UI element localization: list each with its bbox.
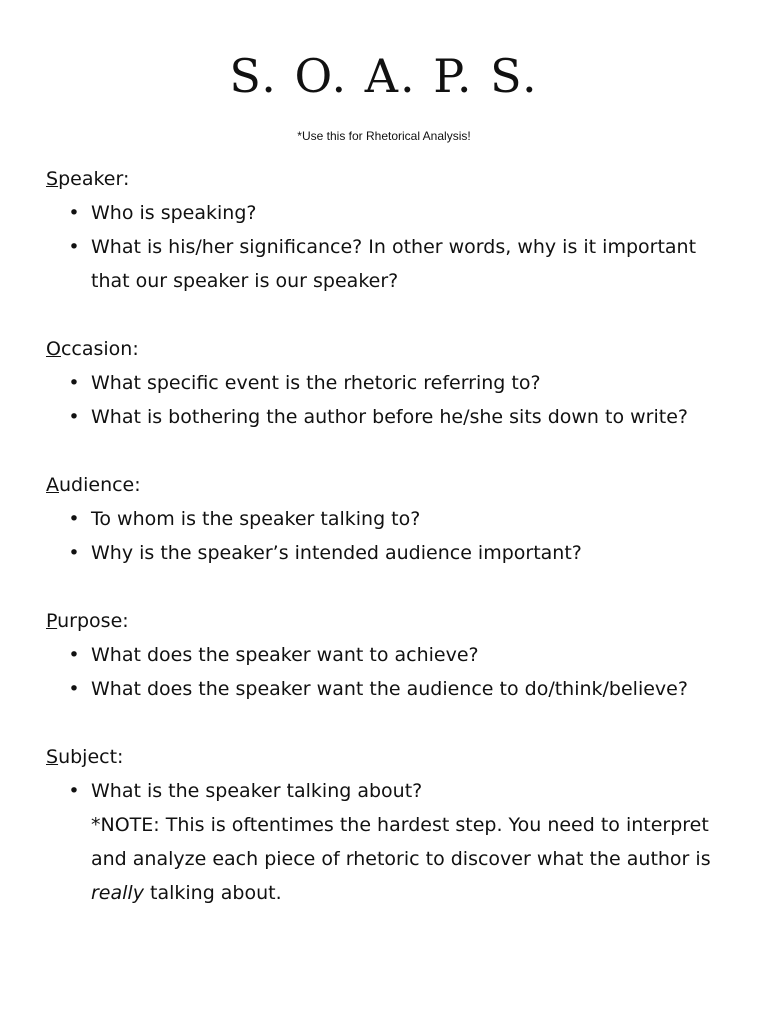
heading-rest: ubject:	[58, 746, 124, 768]
bullet-icon: •	[68, 406, 80, 428]
bullet-icon: •	[68, 644, 80, 666]
list-item	[46, 672, 726, 706]
question-list	[46, 502, 726, 570]
list-item	[46, 536, 726, 570]
question-list	[46, 366, 726, 434]
section-heading	[46, 604, 726, 638]
section-heading	[46, 332, 726, 366]
section-occasion	[46, 332, 726, 434]
bullet-icon: •	[68, 780, 80, 802]
section-heading	[46, 162, 726, 196]
bullet-icon: •	[68, 236, 80, 258]
list-item-text: What specific event is the rhetoric referring to?	[91, 372, 541, 394]
note-text	[91, 808, 726, 910]
list-item-text: Why is the speaker’s intended audience important?	[91, 542, 582, 564]
question-list	[46, 196, 726, 298]
heading-initial: S	[46, 746, 59, 768]
page-title: S. O. A. P. S.	[229, 49, 539, 103]
list-item-text: Who is speaking?	[91, 202, 257, 224]
list-item	[46, 502, 726, 536]
list-item	[46, 774, 726, 910]
heading-rest: peaker:	[58, 168, 130, 190]
list-item	[46, 400, 726, 434]
list-item-text: What does the speaker want to achieve?	[91, 644, 479, 666]
list-item-text: What does the speaker want the audience to do/think/believe?	[91, 678, 688, 700]
heading-initial: S	[46, 168, 59, 190]
section-subject	[46, 740, 726, 910]
heading-initial: A	[46, 474, 59, 496]
section-audience	[46, 468, 726, 570]
bullet-icon: •	[68, 202, 80, 224]
list-item-text: What is his/her significance? In other words, why is it important that our speaker is our speaker?	[91, 236, 697, 292]
bullet-icon: •	[68, 508, 80, 530]
note-after: talking about.	[143, 882, 282, 904]
list-item	[46, 230, 726, 298]
note-emphasis: really	[91, 882, 144, 904]
heading-initial: O	[46, 338, 61, 360]
note-before: *NOTE: This is oftentimes the hardest step. You need to interpret and analyze each piece of rhetoric to discover what the author is	[91, 814, 711, 870]
heading-initial: P	[46, 610, 58, 632]
list-item	[46, 638, 726, 672]
soaps-content	[46, 162, 726, 944]
section-speaker	[46, 162, 726, 298]
list-item-text: What is bothering the author before he/she sits down to write?	[91, 406, 688, 428]
list-item-text: To whom is the speaker talking to?	[91, 508, 421, 530]
heading-rest: ccasion:	[60, 338, 139, 360]
list-item	[46, 366, 726, 400]
heading-rest: udience:	[59, 474, 141, 496]
section-heading	[46, 740, 726, 774]
question-list	[46, 638, 726, 706]
heading-rest: urpose:	[57, 610, 129, 632]
page-subtitle: *Use this for Rhetorical Analysis!	[297, 129, 471, 143]
list-item	[46, 196, 726, 230]
question-list	[46, 774, 726, 910]
list-item-text: What is the speaker talking about?	[91, 780, 423, 802]
section-purpose	[46, 604, 726, 706]
bullet-icon: •	[68, 372, 80, 394]
bullet-icon: •	[68, 678, 80, 700]
section-heading	[46, 468, 726, 502]
bullet-icon: •	[68, 542, 80, 564]
